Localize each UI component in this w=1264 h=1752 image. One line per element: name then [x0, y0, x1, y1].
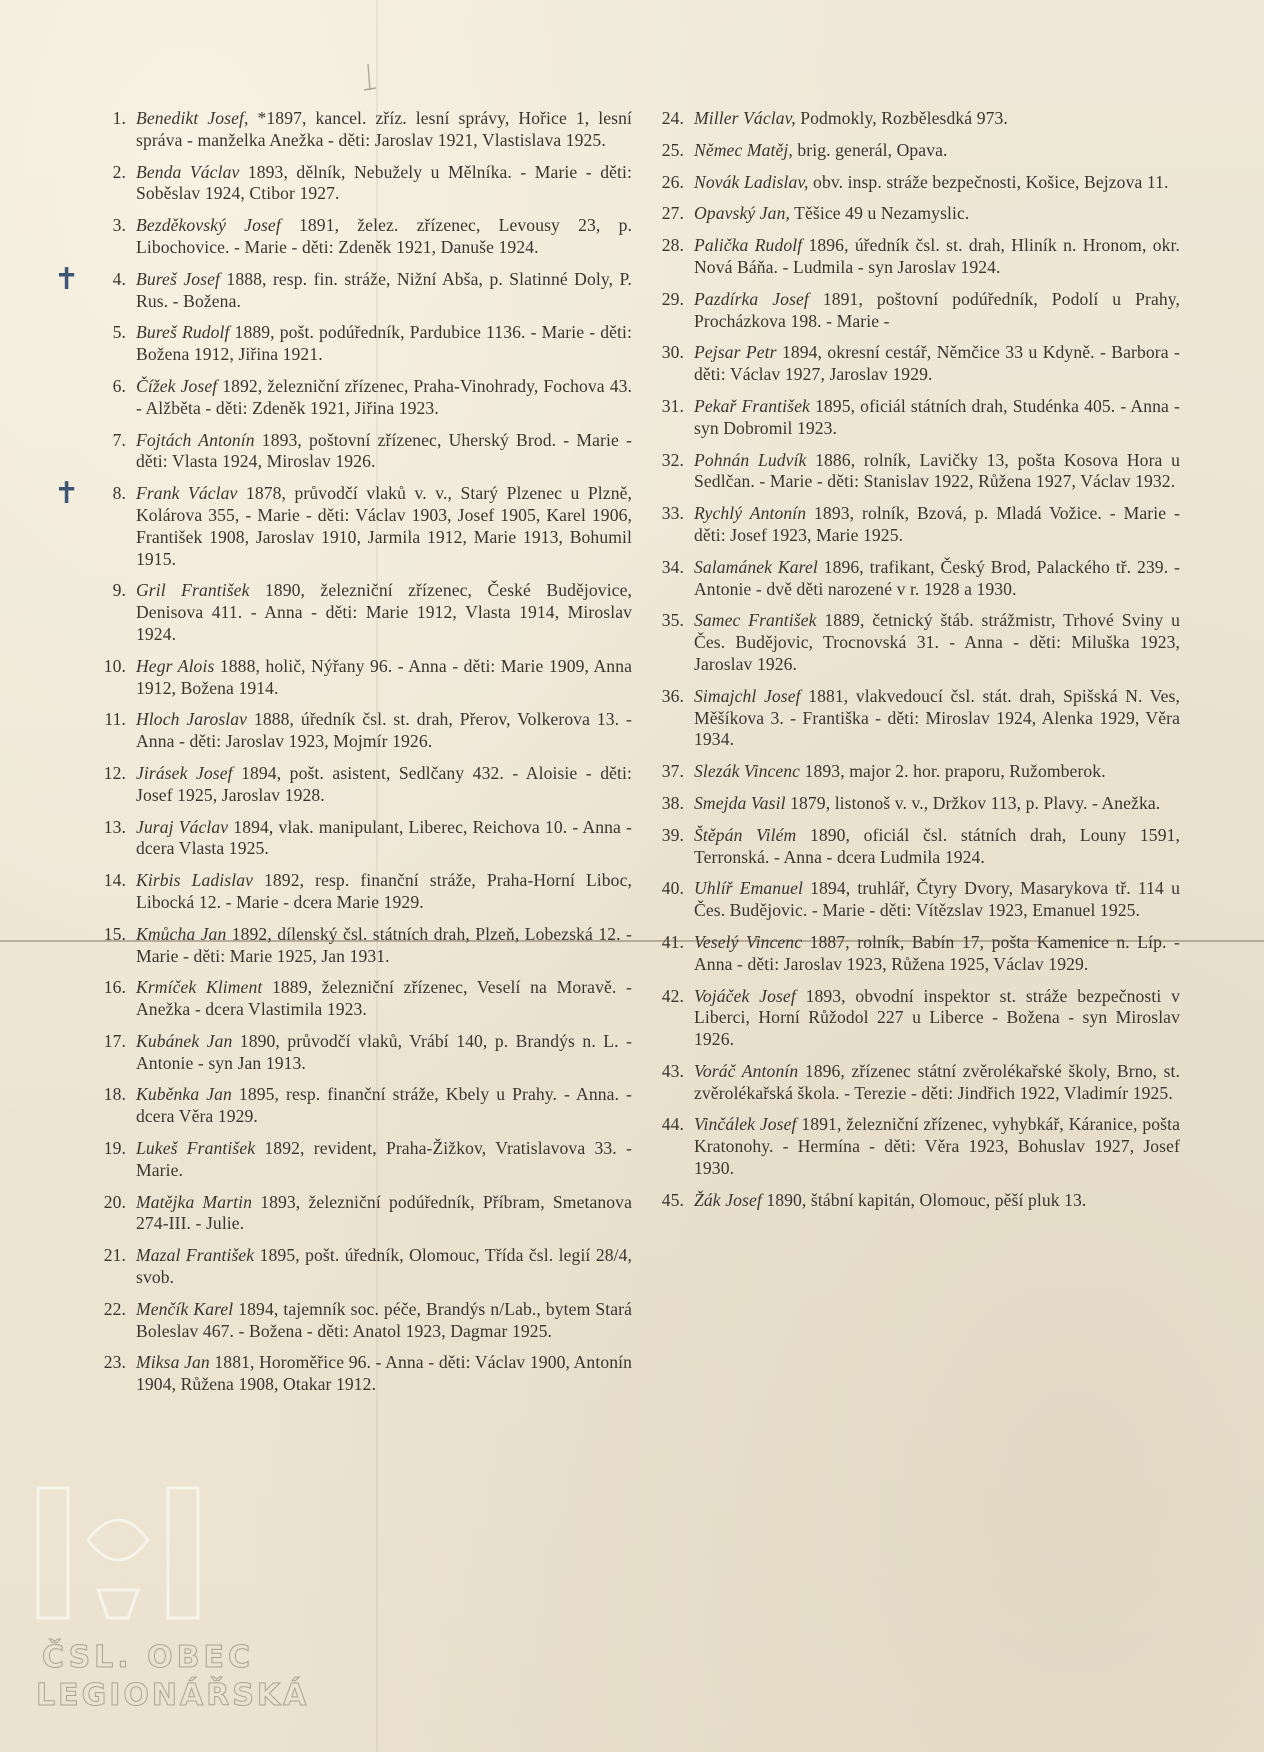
- person-details: 1893, poštovní zřízenec, Uherský Brod. - Marie - děti: Vlasta 1924, Miroslav 1926.: [136, 429, 632, 472]
- person-name: Němec Matěj,: [694, 139, 793, 160]
- person-name: Salamánek Karel: [694, 556, 818, 577]
- list-item: [92, 162, 632, 206]
- person-details: 1878, průvodčí vlaků v. v., Starý Plzenec u Plzně, Kolárova 355, - Marie - děti: Václav 1903, Josef 1905, Karel 1906, František 1908, Jaroslav 1910, Jarmila 1912, Marie 1913, Bohumil 1915.: [136, 483, 632, 569]
- list-item: [650, 557, 1180, 601]
- list-item: [650, 289, 1180, 333]
- item-number: 41.: [661, 931, 684, 952]
- person-details: 1893, dělník, Nebužely u Mělníka. - Marie - děti: Soběslav 1924, Ctibor 1927.: [136, 161, 632, 204]
- person-details: 1892, revident, Praha-Žižkov, Vratislavova 33. - Marie.: [136, 1138, 633, 1180]
- list-item: [92, 108, 632, 152]
- person-details: Podmokly, Rozbělesdká 973.: [795, 108, 1008, 128]
- person-details: 1895, oficiál státních drah, Studénka 405. - Anna - syn Dobromil 1923.: [694, 395, 1180, 438]
- item-number: 13.: [103, 816, 126, 837]
- person-name: Pekař František: [694, 395, 810, 416]
- person-name: Gril František: [136, 580, 250, 601]
- person-details: *1897, kancel. zříz. lesní správy, Hořice 1, lesní správa - manželka Anežka - děti: Jaroslav 1921, Vlastislava 1925.: [136, 108, 632, 150]
- list-item: [650, 932, 1180, 976]
- person-name: Menčík Karel: [136, 1298, 234, 1319]
- item-number: 22.: [103, 1298, 126, 1319]
- person-details: 1892, dílenský čsl. státních drah, Plzeň, Lobezská 12. - Marie - děti: Marie 1925, Jan 1931.: [136, 923, 632, 966]
- list-item: [650, 610, 1180, 675]
- item-number: 24.: [661, 108, 684, 128]
- list-item: [92, 1192, 632, 1236]
- item-number: 4.: [112, 268, 126, 289]
- list-item: [92, 924, 632, 968]
- person-name: Mazal František: [136, 1245, 255, 1266]
- person-details: 1888, úředník čsl. st. drah, Přerov, Volkerova 13. - Anna - děti: Jaroslav 1923, Mojmír 1926.: [136, 709, 633, 752]
- watermark-stamp: [36, 1640, 310, 1720]
- list-item: [92, 376, 632, 420]
- person-name: Pohnán Ludvík: [694, 449, 807, 470]
- person-details: 1894, okresní cestář, Němčice 33 u Kdyně. - Barbora - děti: Václav 1927, Jaroslav 1929.: [694, 342, 1180, 385]
- item-number: 30.: [661, 342, 684, 363]
- person-details: 1896, trafikant, Český Brod, Palackého tř. 239. - Antonie - dvě děti narozené v r. 1928 a 1930.: [694, 556, 1180, 599]
- list-item: [650, 1061, 1180, 1105]
- person-name: Samec František: [694, 610, 817, 631]
- person-name: Benedikt Josef,: [136, 108, 249, 128]
- item-number: 36.: [661, 685, 684, 706]
- list-item: [650, 235, 1180, 279]
- right-column: [650, 108, 1180, 1222]
- person-name: Juraj Václav: [136, 816, 229, 837]
- list-item: [92, 870, 632, 914]
- list-item: [92, 977, 632, 1021]
- person-details: 1886, rolník, Lavičky 13, pošta Kosova Hora u Sedlčan. - Marie - děti: Stanislav 1922, Růžena 1927, Václav 1932.: [694, 449, 1180, 492]
- person-name: Novák Ladislav,: [694, 171, 809, 192]
- person-name: Uhlíř Emanuel: [694, 878, 803, 899]
- person-details: 1881, vlakvedoucí čsl. stát. drah, Spišská N. Ves, Měšíkova 3. - Františka - děti: Miroslav 1924, Alenka 1929, Věra 1934.: [694, 685, 1180, 750]
- list-item: [650, 825, 1180, 869]
- list-item: [650, 503, 1180, 547]
- person-details: 1895, resp. finanční stráže, Kbely u Prahy. - Anna. - dcera Věra 1929.: [136, 1084, 632, 1127]
- list-item: [92, 430, 632, 474]
- item-number: 28.: [661, 235, 684, 256]
- person-details: 1890, průvodčí vlaků, Vrábí 140, p. Brandýs n. L. - Antonie - syn Jan 1913.: [136, 1030, 632, 1073]
- item-number: 5.: [112, 322, 126, 343]
- left-column: [54, 108, 633, 1406]
- person-details: 1891, poštovní podúředník, Podolí u Prahy, Procházkova 198. - Marie -: [694, 288, 1180, 331]
- list-item: [92, 1084, 632, 1128]
- person-name: Kuběnka Jan: [136, 1084, 232, 1105]
- list-item: [650, 172, 1180, 194]
- person-details: 1894, truhlář, Čtyry Dvory, Masarykova tř. 114 u Čes. Budějovic. - Marie - děti: Vítězslav 1923, Emanuel 1925.: [694, 878, 1180, 921]
- list-item: [650, 878, 1180, 922]
- deceased-cross-icon: ✝: [54, 261, 80, 297]
- person-name: Pazdírka Josef: [694, 288, 809, 309]
- list-item: [92, 215, 632, 259]
- item-number: 23.: [103, 1352, 126, 1373]
- person-name: Voráč Antonín: [694, 1060, 799, 1081]
- item-number: 2.: [112, 161, 126, 182]
- list-item: [650, 761, 1180, 783]
- person-details: 1894, vlak. manipulant, Liberec, Reichova 10. - Anna - dcera Vlasta 1925.: [136, 816, 632, 859]
- list-item: [92, 1352, 632, 1396]
- item-number: 38.: [661, 792, 684, 813]
- person-name: Hloch Jaroslav: [136, 709, 248, 730]
- person-name: Rychlý Antonín: [694, 503, 807, 524]
- person-name: Slezák Vincenc: [694, 761, 801, 782]
- person-details: 1895, pošt. úředník, Olomouc, Třída čsl. legií 28/4, svob.: [136, 1245, 633, 1288]
- list-item: [650, 793, 1180, 815]
- person-name: Kubánek Jan: [136, 1030, 233, 1051]
- person-name: Bezděkovský Josef: [136, 215, 281, 236]
- person-details: Těšice 49 u Nezamyslic.: [789, 203, 970, 224]
- person-details: 1887, rolník, Babín 17, pošta Kamenice n. Líp. - Anna - děti: Jaroslav 1923, Růžena 1925, Václav 1929.: [694, 931, 1180, 974]
- list-item: [650, 140, 1180, 162]
- list-item: [92, 709, 632, 753]
- item-number: 19.: [103, 1138, 126, 1159]
- list-item: [650, 342, 1180, 386]
- person-name: Fojtách Antonín: [136, 429, 255, 450]
- item-number: 11.: [104, 709, 126, 730]
- item-number: 16.: [103, 977, 126, 998]
- item-number: 43.: [661, 1060, 684, 1081]
- item-number: 26.: [661, 171, 684, 192]
- list-item: [92, 1138, 632, 1182]
- list-item: [92, 1031, 632, 1075]
- watermark-line-2: LEGIONÁŘSKÁ: [36, 1678, 310, 1713]
- list-item: [650, 986, 1180, 1051]
- person-name: Smejda Vasil: [694, 792, 786, 813]
- list-item: [92, 580, 632, 645]
- person-details: 1893, rolník, Bzová, p. Mladá Vožice. - Marie - děti: Josef 1923, Marie 1925.: [694, 503, 1180, 545]
- list-item: [650, 1190, 1180, 1212]
- item-number: 40.: [661, 878, 684, 899]
- item-number: 17.: [103, 1030, 126, 1051]
- person-name: Palička Rudolf: [694, 235, 803, 256]
- item-number: 35.: [661, 610, 684, 631]
- person-details: 1893, major 2. hor. praporu, Ružomberok.: [800, 761, 1106, 782]
- list-item: [650, 203, 1180, 225]
- person-name: Pejsar Petr: [694, 342, 777, 363]
- person-name: Miksa Jan: [136, 1352, 210, 1373]
- person-name: Opavský Jan,: [694, 203, 790, 224]
- item-number: 15.: [103, 923, 126, 944]
- person-details: 1896, úředník čsl. st. drah, Hliník n. Hronom, okr. Nová Báňa. - Ludmila - syn Jaroslav 1924.: [694, 235, 1180, 277]
- list-item: [650, 686, 1180, 751]
- item-number: 39.: [661, 824, 684, 845]
- person-details: 1892, resp. finanční stráže, Praha-Horní Liboc, Libocká 12. - Marie - dcera Marie 1929.: [136, 870, 632, 912]
- person-name: Bureš Rudolf: [136, 322, 230, 343]
- person-details: 1890, železniční zřízenec, České Budějovice, Denisova 411. - Anna - děti: Marie 1912, Vlasta 1914, Miroslav 1924.: [136, 580, 632, 644]
- person-name: Matějka Martin: [136, 1191, 253, 1212]
- person-details: 1890, štábní kapitán, Olomouc, pěší pluk 13.: [761, 1189, 1087, 1210]
- person-name: Vinčálek Josef: [694, 1114, 797, 1135]
- item-number: 8.: [112, 483, 126, 504]
- item-number: 25.: [661, 139, 684, 160]
- person-name: Kirbis Ladislav: [136, 870, 254, 891]
- list-item: [54, 476, 632, 570]
- person-details: 1892, železniční zřízenec, Praha-Vinohrady, Fochova 43. - Alžběta - děti: Zdeněk 1921, Jiřina 1923.: [136, 375, 632, 418]
- person-name: Krmíček Kliment: [136, 977, 263, 998]
- watermark-line-1: ČSL. OBEC: [42, 1640, 255, 1675]
- list-item: [650, 450, 1180, 494]
- person-details: 1891, želez. zřízenec, Levousy 23, p. Libochovice. - Marie - děti: Zdeněk 1921, Danuše 1924.: [136, 215, 632, 257]
- item-number: 6.: [112, 375, 126, 396]
- person-details: 1896, zřízenec státní zvěrolékařské školy, Brno, st. zvěrolékařská škola. - Terezie - děti: Jindřich 1922, Vladimír 1925.: [694, 1060, 1181, 1103]
- watermark-emblem-icon: [28, 1480, 208, 1630]
- item-number: 33.: [661, 503, 684, 524]
- person-details: 1891, železniční zřízenec, vyhybkář, Káranice, pošta Kratonohy. - Hermína - děti: Věra 1923, Bohuslav 1927, Josef 1930.: [694, 1114, 1181, 1179]
- item-number: 3.: [112, 215, 126, 236]
- person-name: Jirásek Josef: [136, 762, 233, 783]
- list-item: [92, 322, 632, 366]
- person-name: Žák Josef: [694, 1189, 762, 1210]
- person-name: Hegr Alois: [136, 655, 215, 676]
- item-number: 21.: [103, 1245, 126, 1266]
- item-number: 31.: [661, 395, 684, 416]
- item-number: 18.: [103, 1084, 126, 1105]
- item-number: 27.: [661, 203, 684, 224]
- person-details: 1889, železniční zřízenec, Veselí na Moravě. - Anežka - dcera Vlastimila 1923.: [136, 977, 632, 1020]
- list-item: [650, 108, 1180, 130]
- item-number: 34.: [661, 556, 684, 577]
- item-number: 10.: [103, 655, 126, 676]
- item-number: 7.: [112, 429, 126, 450]
- item-number: 32.: [661, 449, 684, 470]
- person-details: 1888, resp. fin. stráže, Nižní Abša, p. Slatinné Doly, P. Rus. - Božena.: [136, 268, 632, 311]
- item-number: 12.: [103, 762, 126, 783]
- list-item: [650, 1114, 1180, 1179]
- item-number: 14.: [103, 870, 126, 891]
- item-number: 9.: [112, 580, 126, 601]
- person-name: Kmůcha Jan: [136, 923, 227, 944]
- list-item: [92, 817, 632, 861]
- person-name: Bureš Josef: [136, 268, 220, 289]
- person-details: obv. insp. stráže bezpečnosti, Košice, Bejzova 11.: [808, 171, 1169, 192]
- pencil-mark-icon: [356, 60, 386, 100]
- person-name: Veselý Vincenc: [694, 931, 803, 952]
- item-number: 29.: [661, 288, 684, 309]
- person-name: Vojáček Josef: [694, 985, 796, 1006]
- person-details: 1879, listonoš v. v., Držkov 113, p. Plavy. - Anežka.: [785, 792, 1161, 813]
- person-name: Simajchl Josef: [694, 685, 801, 706]
- person-details: 1889, četnický štáb. strážmistr, Trhové Sviny u Čes. Budějovic, Trocnovská 31. - Anna - děti: Miluška 1923, Jaroslav 1926.: [694, 610, 1181, 674]
- list-item: [650, 396, 1180, 440]
- item-number: 1.: [112, 108, 126, 128]
- person-details: brig. generál, Opava.: [792, 139, 948, 160]
- person-name: Miller Václav,: [694, 108, 796, 128]
- person-name: Benda Václav: [136, 161, 240, 182]
- list-item: [92, 1299, 632, 1343]
- item-number: 45.: [661, 1189, 684, 1210]
- item-number: 20.: [103, 1191, 126, 1212]
- deceased-cross-icon: ✝: [54, 476, 80, 512]
- person-details: 1893, železniční podúředník, Příbram, Smetanova 274-III. - Julie.: [136, 1191, 632, 1234]
- person-details: 1893, obvodní inspektor st. stráže bezpečnosti v Liberci, Horní Růžodol 227 u Liberce - Božena - syn Miroslav 1926.: [694, 985, 1180, 1050]
- person-details: 1881, Horoměřice 96. - Anna - děti: Václav 1900, Antonín 1904, Růžena 1908, Otakar 1912.: [136, 1352, 632, 1395]
- person-details: 1894, pošt. asistent, Sedlčany 432. - Aloisie - děti: Josef 1925, Jaroslav 1928.: [136, 762, 633, 805]
- person-name: Štěpán Vilém: [694, 824, 797, 845]
- person-details: 1894, tajemník soc. péče, Brandýs n/Lab., bytem Stará Boleslav 467. - Božena - děti: Anatol 1923, Dagmar 1925.: [136, 1298, 632, 1341]
- list-item: [54, 261, 632, 313]
- person-name: Frank Václav: [136, 483, 238, 504]
- item-number: 37.: [661, 761, 684, 782]
- item-number: 42.: [661, 985, 684, 1006]
- person-details: 1888, holič, Nýřany 96. - Anna - děti: Marie 1909, Anna 1912, Božena 1914.: [136, 655, 633, 698]
- list-item: [92, 656, 632, 700]
- person-details: 1890, oficiál čsl. státních drah, Louny 1591, Terronská. - Anna - dcera Ludmila 1924.: [694, 824, 1180, 867]
- item-number: 44.: [661, 1114, 684, 1135]
- list-item: [92, 1245, 632, 1289]
- person-details: 1889, pošt. podúředník, Pardubice 1136. - Marie - děti: Božena 1912, Jiřina 1921.: [136, 322, 632, 365]
- person-name: Čížek Josef: [136, 375, 218, 396]
- list-item: [92, 763, 632, 807]
- person-name: Lukeš František: [136, 1138, 256, 1159]
